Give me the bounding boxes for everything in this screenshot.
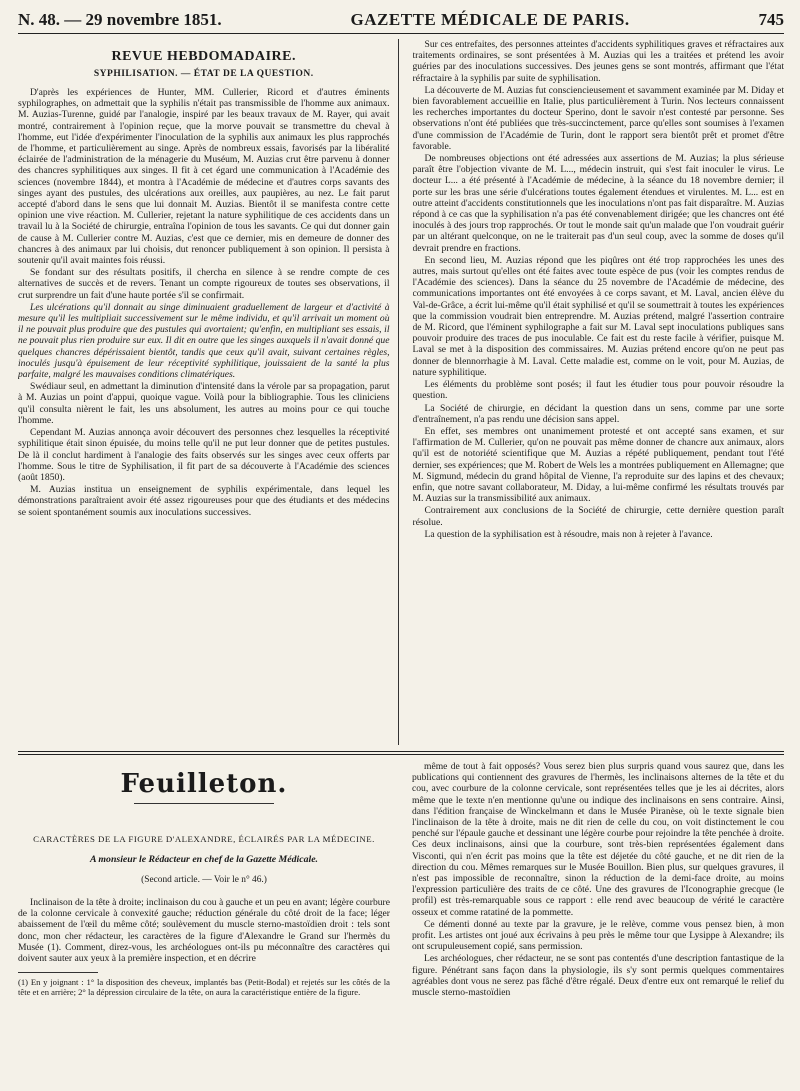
paragraph: même de tout à fait opposés? Vous serez bien plus surpris quand vous saurez que, dans les publications qui contiennent des gravures de l'hermès, les inclinaisons alternes de la tête et du cou, avec courbure de la colonne cervicale, sont représentées telles que je les ai décrites, alors même que le texte n'en mentionne qu'une ou indique des inclinaisons en sens contraire. Ainsi, dans l'édition française de Winckelmann et dans le Musée Piranèse, où le texte signale bien l'inclinaison de la tête à droite, mais ne dit rien de celle du cou, on voit distinctement le cou penché sur l'épaule gauche et dessinant une légère courbe pour rejoindre la tête penchée à droite. Ces deux inclinaisons, ainsi que la courbure, sont très-bien représentées également dans Visconti, qui n'en écrit pas moins que la tête est déjetée du côté gauche, et ne dit rien de la direction du cou. Mêmes remarques sur le Musée Bouillon. Bien plus, sur quelques gravures, il n'est pas impossible de reconnaître, sinon la réduction de la demi-face droite, au moins l'expression particulière des traits de ce côté. Une des gravures de l'Iconographie grecque (le profil) est très-remarquable sous ce rapport : elle rend avec beaucoup de vérité le caractère osseux et comme ratatiné de la pommette. xyxy=(412,761,784,918)
feuilleton-rule xyxy=(134,803,274,804)
footnote: (1) En y joignant : 1° la disposition des cheveux, implantés bas (Petit-Bodal) et rejetés sur les côtés de la tête et en arrière; 2° la dépression circulaire de la tête, on aura la caractéristique entière de la figure. xyxy=(18,977,390,998)
paragraph: En second lieu, M. Auzias répond que les piqûres ont été trop rapprochées les unes des autres, mais surtout qu'elles ont été faites avec toute espèce de pus (voir les comptes rendus de l'Académie des sciences). Dans la séance du 25 novembre de l'Académie de médecine, des communications importantes ont été envoyées à ce corps savant, et M. Laval, ancien élève du Val-de-Grâce, a écrit lui-même qu'il était syphilisé et qu'il se soumettrait à toutes les expériences que la commission voudrait bien entreprendre. M. Auzias prétend, malgré l'assertion contraire de M. Ricord, que l'éminent syphilographe a fait sur M. Laval sept inoculations publiques sans pouvoir produire des traces de pus inoculable. Ce fait est du reste facile à vérifier, puisque M. Laval se met à la disposition des commissaires. M. Auzias prétend encore qu'on ne peut pas donner de blennorrhagie à M. Laval. Cette maladie est, comme on le voit, pour M. Auzias, de nature syphilitique. xyxy=(412,254,784,378)
paragraph: Sur ces entrefaites, des personnes atteintes d'accidents syphilitiques graves et réfractaires aux traitements ordinaires, se sont présentées à M. Auzias qui les a traitées et prétend les avoir guéries par des inoculations successives. Des jeunes gens se sont montrés, affirmant que l'état réfractaire à la syphilis par suite de syphilisation. xyxy=(412,39,784,84)
feuilleton-dedication: A monsieur le Rédacteur en chef de la Gazette Médicale. xyxy=(89,854,319,865)
article-note: (Second article. — Voir le n° 46.) xyxy=(141,875,267,885)
paragraph: Inclinaison de la tête à droite; inclinaison du cou à gauche et un peu en avant; légère courbure de la colonne cervicale à convexité gauche; réduction générale du côté droit de la face; léger abaissement de l'œil du même côté; soulèvement du muscle sterno-mastoïdien droit : tels sont donc, mon cher rédacteur, les caractères de la figure d'Alexandre le Grand sur l'hermès du Musée (1). Comment, direz-vous, les archéologues ont-ils pu méconnaître des caractères qui doivent sauter aux yeux à la première inspection, et en décrire xyxy=(18,897,390,965)
left-column xyxy=(18,39,399,745)
revue-subheading: SYPHILISATION. — ÉTAT DE LA QUESTION. xyxy=(93,69,314,79)
paragraph: Contrairement aux conclusions de la Société de chirurgie, cette dernière question paraît résolue. xyxy=(412,505,784,528)
paragraph: Ce démenti donné au texte par la gravure, je le relève, comme vous pensez bien, à mon profit. Les artistes ont joué aux écrivains à peu près le même tour que Lysippe à Alexandre; ils ont scrupuleusement copié, sans permission. xyxy=(412,918,784,953)
paragraph: En effet, ses membres ont unanimement protesté et ont accepté sans examen, et sur l'affirmation de M. Cullerier, qu'on ne pouvait pas même donner de chancre aux animaux, alors qu'il est de notoriété scientifique que M. Auzias a répété publiquement, pendant tout l'été dernier, ses expériences; que M. Robert de Wels les a montrées publiquement en Allemagne; que M. Sigmund, médecin du grand hôpital de Vienne, l'a reproduite sur des lapins et des chevaux; enfin, que notre savant collaborateur, M. Diday, a lui-même confirmé les résultats trouvés par M. Auzias sur la transmissibilité aux animaux. xyxy=(412,425,784,505)
page-number: 745 xyxy=(758,10,784,29)
paragraph: D'après les expériences de Hunter, MM. Cullerier, Ricord et d'autres éminents syphilographes, on admettait que la syphilis n'était pas transmissible de l'homme aux animaux. M. Auzias-Turenne, guidé par l'analogie, inspiré par les beaux travaux de M. Rayer, qui avait montré, contrairement à l'opinion reçue, que la morve pouvait se transmettre du cheval à l'homme, eut l'idée d'expérimenter l'inoculation de la syphilis aux animaux les plus rapprochés de l'homme, et particulièrement au singe. Après de nombreux essais, favorisés par la libéralité éclairée de l'administration de la ménagerie du Muséum, M. Auzias crut être parvenu à donner des chancres syphilitiques aux singes. Il fit à cet égard une communication à l'Académie des sciences (novembre 1844), et montra à l'Académie de médecine et d'autres corps savants des singes ayant des pustules, des ulcérations aux oreilles, aux paupières, au nez. Le fait parut accepté d'abord dans le sens que lui donnait M. Auzias. Bientôt il se manifesta contre cette opinion une vive réaction. M. Cullerier, rejetant la nature syphilitique de ces accidents dans un travail lu à la Société de chirurgie, entraîna l'opinion de tous les savants. Ce qui dut donner gain de cause à M. Cullerier contre M. Auzias, c'est que ce dernier, mis en demeure de donner des chancres à des animaux par lui choisis, dut renoncer publiquement à son opinion. Il persista à soutenir qu'il avait maintes fois réussi. xyxy=(18,87,390,267)
paragraph: Les éléments du problème sont posés; il faut les étudier tous pour pouvoir résoudre la question. xyxy=(412,379,784,402)
section-divider xyxy=(18,751,784,755)
paragraph: Les ulcérations qu'il donnait au singe diminuaient graduellement de largeur et d'activité à mesure qu'il les multipliait successivement sur le même individu, et qu'il arrivait un moment où il ne pouvait plus produire que des pustules qui avortaient; qu'enfin, en multipliant ses essais, il ne pouvait plus rien produire sur eux. Il dit en outre que les singes auxquels il n'avait donné que quelques chancres dépérissaient bientôt, tandis que ceux qu'il avait, suivant certaines règles, inoculés jusqu'à épuisement de leur réceptivité syphilitique, jouissaient de la santé la plus parfaite, malgré les mauvaises conditions climatériques. xyxy=(18,301,390,381)
paragraph: De nombreuses objections ont été adressées aux assertions de M. Auzias; la plus sérieuse paraît être l'objection vivante de M. L..., médecin instruit, qui s'est fait inoculer le virus. Le docteur L... a été présenté à l'Académie de médecine, à la séance du 18 novembre dernier; il porte sur les bras une série d'ulcérations toutes également étendues et virulentes. M. L... est en outre atteint d'accidents constitutionnels que les inoculations n'ont pas fait disparaître. M. Auzias répond à ce cas que la syphilisation n'a pas été convenablement dirigée; que les chancres ont été inoculés à des jours trop rapprochés. Or tout le monde sait qu'un malade que l'on voudrait guérir par un altérant quelconque, on ne le traiterait pas d'un seul coup, avec la somme de doses qu'il devrait prendre en fractions. xyxy=(412,153,784,254)
feuilleton-heading: Feuilleton. xyxy=(120,769,288,799)
paragraph: Se fondant sur des résultats positifs, il chercha en silence à se rendre compte de ces alternatives de succès et de revers. Tenant un compte rigoureux de toutes ses observations, il crut surprendre un fait d'une haute portée s'il se confirmait. xyxy=(18,267,390,301)
paragraph: Cependant M. Auzias annonça avoir découvert des personnes chez lesquelles la réceptivité syphilitique était sinon épuisée, du moins telle qu'il ne put leur donner que de petites pustules. De là il conclut hardiment à l'analogie des faits observés sur les singes avec ceux offerts par l'homme. Sous le titre de Syphilisation, il fit part de sa découverte à l'Académie des sciences (août 1850). xyxy=(18,427,390,483)
issue-date: N. 48. — 29 novembre 1851. xyxy=(18,10,222,29)
paragraph: La question de la syphilisation est à résoudre, mais non à rejeter à l'avance. xyxy=(424,528,713,540)
page-header xyxy=(18,10,784,34)
feuilleton-section xyxy=(18,761,784,1091)
right-column xyxy=(413,39,785,745)
feuilleton-title: CARACTÈRES DE LA FIGURE D'ALEXANDRE, ÉCLAIRÉS PAR LA MÉDECINE. xyxy=(33,834,375,844)
paragraph: La découverte de M. Auzias fut consciencieusement et savamment examinée par M. Diday et bien favorablement accueillie en Italie, plus particulièrement à Turin. Nos lecteurs connaissent les recherches importantes du docteur Sperino, dont le savoir n'est contesté par personne. Ses observations n'ont été publiées que très-succinctement, parce qu'elles sont soumises à l'examen d'une commission de l'Académie de Turin, dont le rapport sera bientôt prêt et promet d'être favorable. xyxy=(412,84,784,152)
footnote-rule xyxy=(18,972,98,973)
feuilleton-right-column xyxy=(412,761,784,1091)
paragraph: M. Auzias institua un enseignement de syphilis expérimentale, dans lequel les démonstrations paraîtraient avoir été assez rigoureuses pour que des étudiants et des médecins se soient spontanément soumis aux inoculations successives. xyxy=(18,484,390,518)
journal-title: GAZETTE MÉDICALE DE PARIS. xyxy=(350,10,630,29)
paragraph: Les archéologues, cher rédacteur, ne se sont pas contentés d'une description fantastique de la figure. Pénétrant sans façon dans la physiologie, ils s'y sont permis quelques commentaires agréables dont vous ne serez pas fâché d'être régalé. Deux d'entre eux ont remarqué le relief du muscle sterno-mastoïdien xyxy=(412,953,784,999)
revue-heading: REVUE HEBDOMADAIRE. xyxy=(111,49,296,64)
main-columns xyxy=(18,39,784,745)
feuilleton-left-column xyxy=(18,761,398,1091)
paragraph: La Société de chirurgie, en décidant la question dans un sens, comme par une sorte d'entraînement, n'a pas rendu une décision sans appel. xyxy=(412,402,784,425)
paragraph: Swédiaur seul, en admettant la diminution d'intensité dans la vérole par sa propagation, parut à M. Auzias un point d'appui, quoique vague. Voilà pour la bibliographie. Tous les cliniciens qu'il consulta nièrent le fait, les uns absolument, les autres au moins pour ce qui touche l'homme. xyxy=(18,381,390,426)
